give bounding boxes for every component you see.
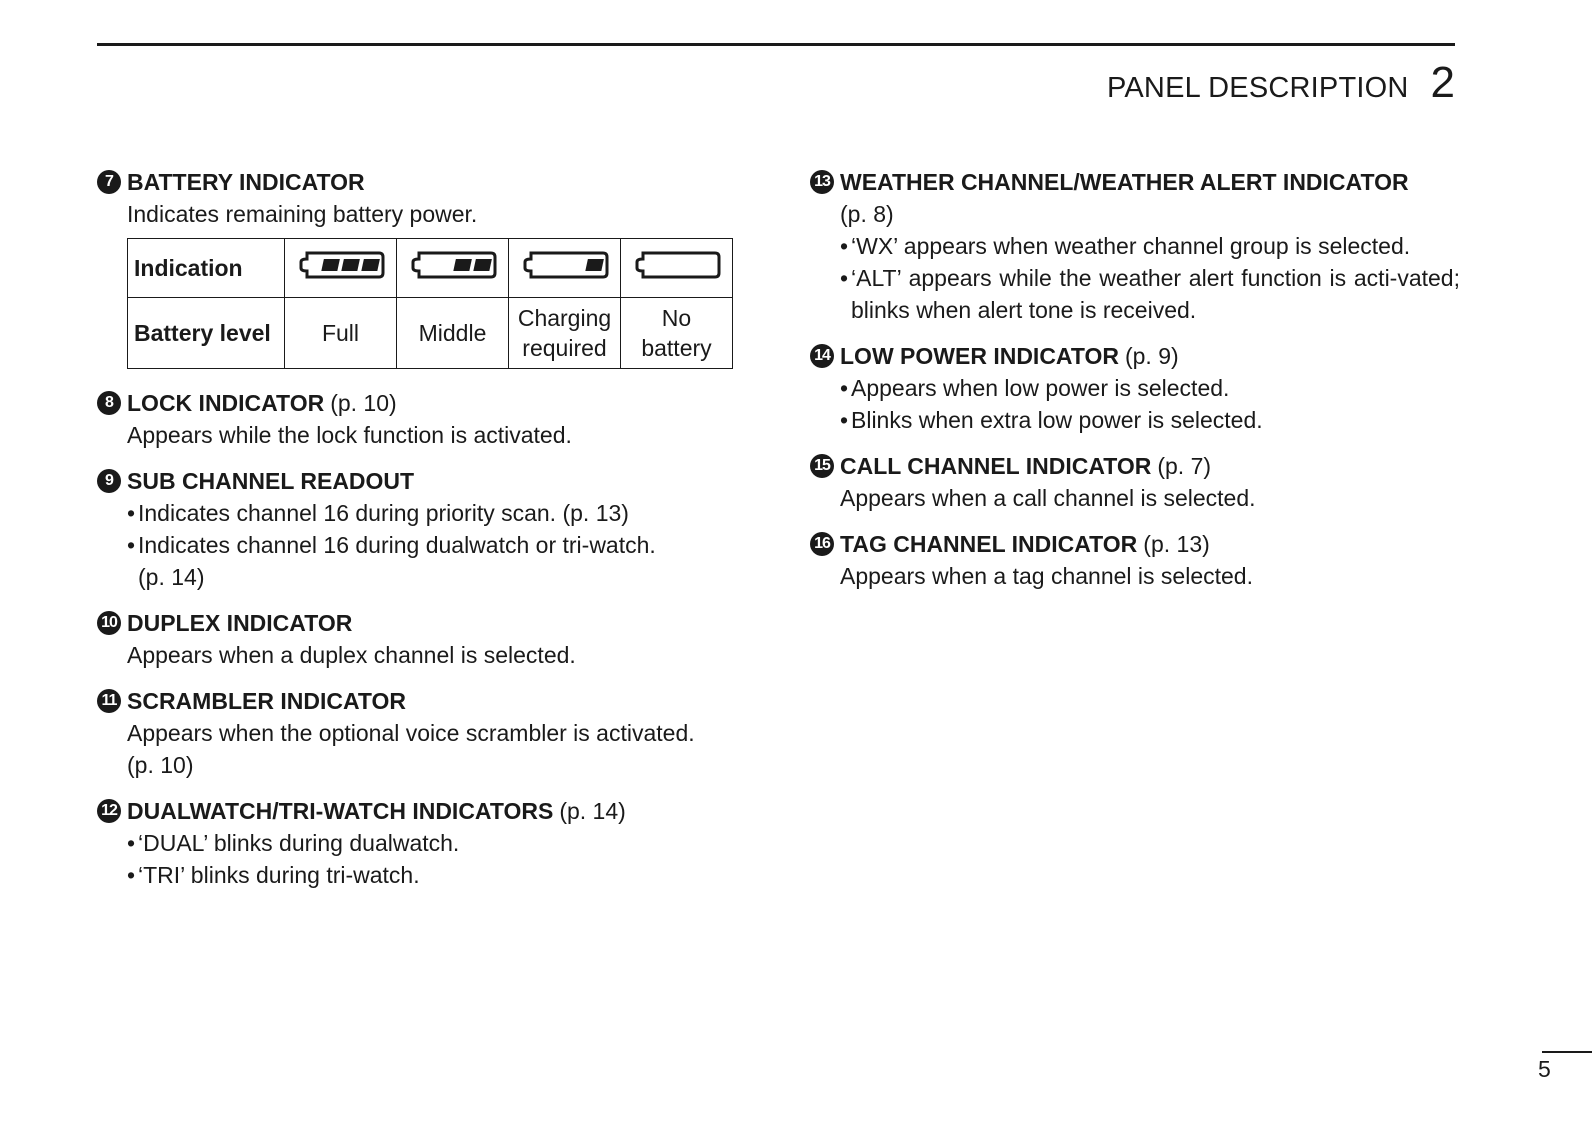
section-title: PANEL DESCRIPTION [1107,72,1409,104]
item-title: LOCK INDICATOR [127,390,325,416]
level-cell [397,298,509,369]
level-label: required [522,335,607,361]
item-call-channel-indicator [810,450,1460,514]
list-item: • ‘TRI’ blinks during tri-watch. [127,862,420,888]
item-scrambler-indicator [97,685,737,781]
battery-bar [453,259,472,271]
item-description: Appears when a call channel is selected. [840,485,1256,511]
battery-full-cell [285,239,397,298]
item-battery-indicator [97,166,737,369]
item-description: Appears while the lock function is activated. [127,422,572,448]
item-title: TAG CHANNEL INDICATOR [840,531,1138,557]
item-title: LOW POWER INDICATOR [840,343,1119,369]
level-label: Charging [517,305,612,331]
list-item: • Indicates channel 16 during dualwatch or tri-watch. (p. 14) [127,532,656,590]
row-header: Battery level [128,298,285,369]
page-reference: (p. 14) [559,798,626,824]
battery-low-icon [521,249,609,281]
item-number-badge: 16 [810,532,834,556]
battery-middle-cell [397,239,509,298]
table-row [128,298,733,369]
list-item: • Appears when low power is selected. [840,375,1230,401]
item-title: SCRAMBLER INDICATOR [127,688,406,714]
item-title: CALL CHANNEL INDICATOR [840,453,1152,479]
item-sub-channel-readout [97,465,737,593]
item-description: Indicates remaining battery power. [127,201,478,227]
level-label: No [661,305,692,331]
page-reference: (p. 13) [1143,531,1210,557]
item-low-power-indicator [810,340,1460,436]
item-weather-indicator [810,166,1460,326]
item-number-badge: 11 [97,689,121,713]
battery-bar [321,259,340,271]
right-column [810,166,1460,606]
item-number-badge: 12 [97,799,121,823]
battery-bar [585,259,604,271]
top-rule [97,43,1455,46]
item-description: Appears when a duplex channel is selected. [127,642,576,668]
battery-table [127,238,733,369]
item-title: BATTERY INDICATOR [127,169,365,195]
battery-bar [473,259,492,271]
list-item: • Indicates channel 16 during priority scan. (p. 13) [127,500,629,526]
list-item: • ‘DUAL’ blinks during dualwatch. [127,830,460,856]
table-row [128,239,733,298]
page-reference: (p. 8) [840,201,894,227]
page-reference: (p. 10) [330,390,397,416]
battery-low-cell [509,239,621,298]
chapter-number: 2 [1430,58,1455,107]
level-label: Middle [418,320,487,346]
left-column [97,166,737,905]
item-title: DUALWATCH/TRI-WATCH INDICATORS [127,798,554,824]
battery-outline [637,253,719,277]
item-title: WEATHER CHANNEL/WEATHER ALERT INDICATOR [840,169,1409,195]
item-description: Appears when a tag channel is selected. [840,563,1253,589]
list-item: • ‘ALT’ appears while the weather alert function is acti-vated; blinks when alert tone is received. [840,265,1460,323]
level-label: Full [321,320,360,346]
item-number-badge: 14 [810,344,834,368]
page-number: 5 [1538,1056,1551,1082]
list-item: • Blinks when extra low power is selected. [840,407,1263,433]
item-number-badge: 8 [97,391,121,415]
page-number-rule [1542,1051,1592,1053]
level-cell [509,298,621,369]
battery-bar [361,259,380,271]
battery-empty-cell [621,239,733,298]
item-number-badge: 7 [97,170,121,194]
battery-full-icon [297,249,385,281]
page-reference: (p. 7) [1157,453,1212,479]
item-title: DUPLEX INDICATOR [127,610,353,636]
item-number-badge: 9 [97,469,121,493]
item-dualwatch-indicators [97,795,737,891]
item-lock-indicator [97,387,737,451]
item-number-badge: 15 [810,454,834,478]
battery-bar [341,259,360,271]
level-label: battery [641,335,712,361]
item-description: Appears when the optional voice scrambler is activated. (p. 10) [127,720,695,778]
list-item: • ‘WX’ appears when weather channel group is selected. [840,233,1411,259]
level-cell [285,298,397,369]
item-tag-channel-indicator [810,528,1460,592]
page-header [1107,58,1455,108]
level-cell [621,298,733,369]
item-number-badge: 10 [97,611,121,635]
battery-empty-icon [633,249,721,281]
item-title: SUB CHANNEL READOUT [127,468,415,494]
battery-middle-icon [409,249,497,281]
item-duplex-indicator [97,607,737,671]
page-reference: (p. 9) [1124,343,1179,369]
row-header: Indication [128,239,285,298]
item-number-badge: 13 [810,170,834,194]
